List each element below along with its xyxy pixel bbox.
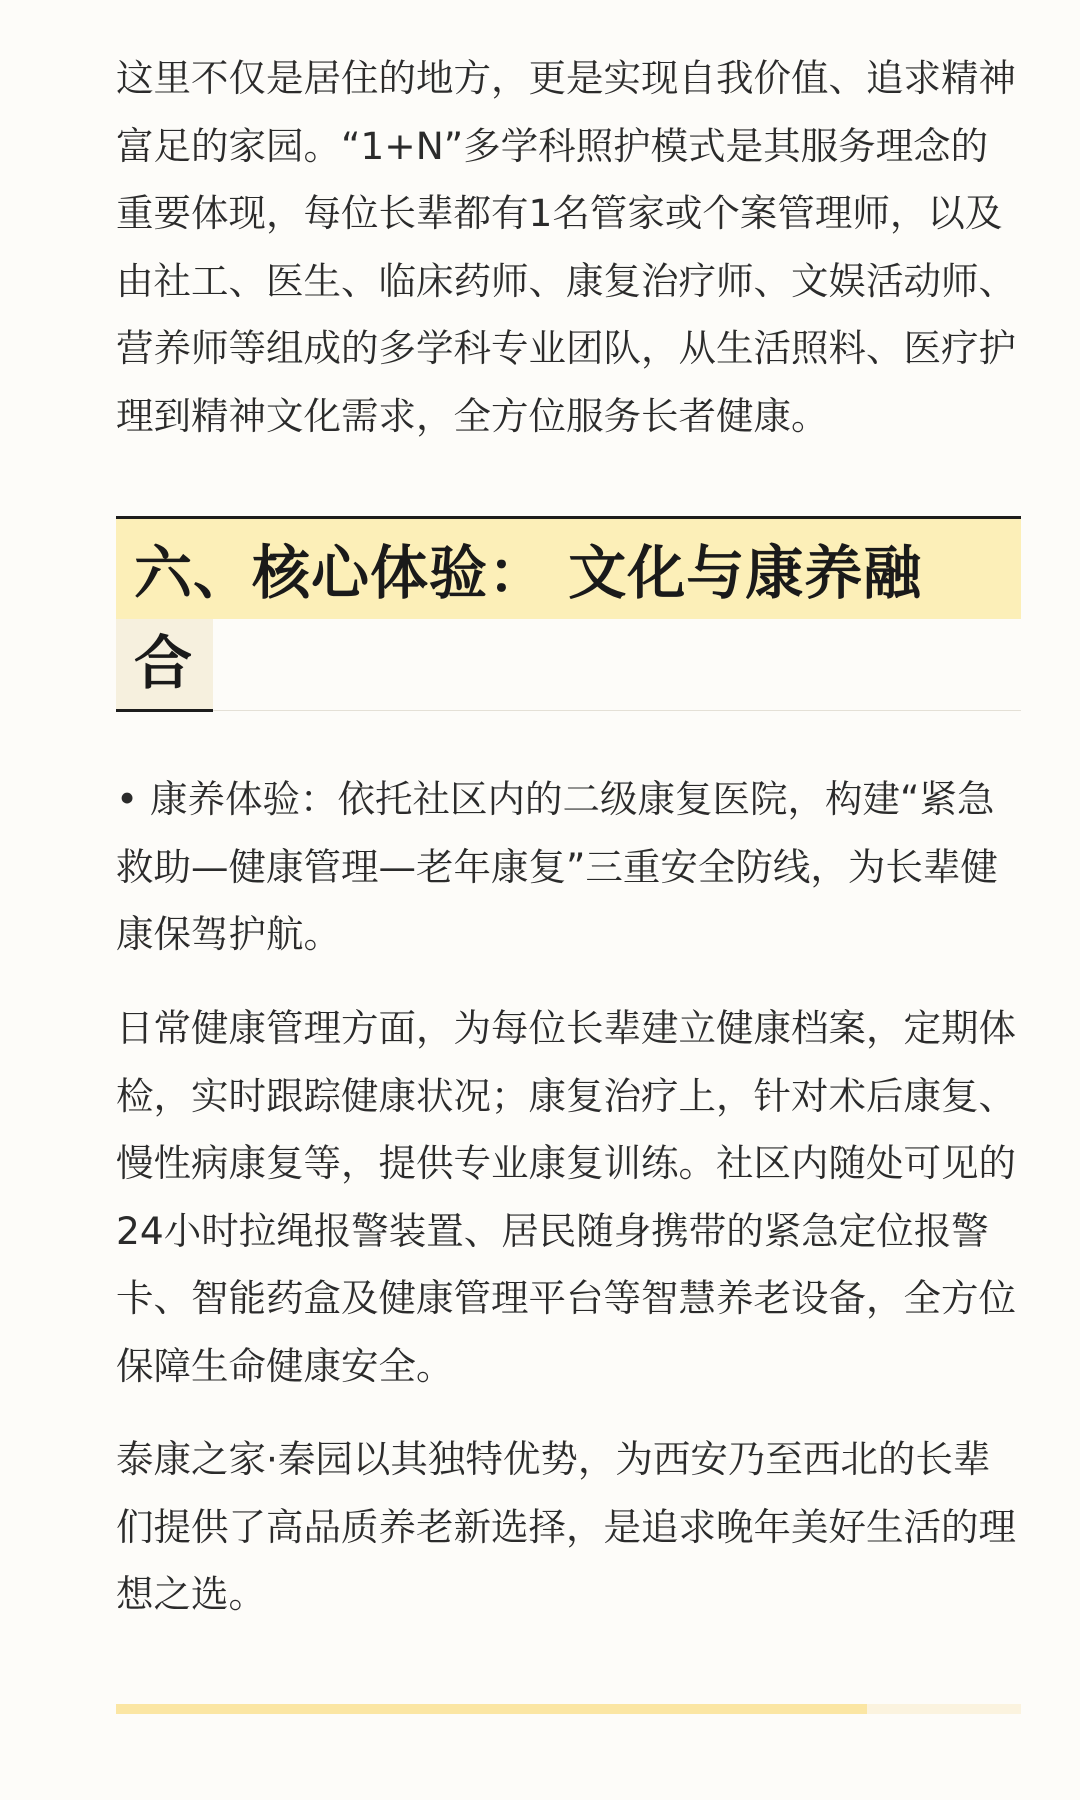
reading-progress-fill (116, 1704, 867, 1714)
heading-bottom-divider (213, 710, 1021, 711)
heading-bottom-rule (116, 709, 213, 712)
summary-paragraph: 泰康之家·秦园以其独特优势，为西安乃至西北的长辈们提供了高品质养老新选择，是追求晚年美好生活的理想之选。 (116, 1437, 1016, 1616)
section-heading: 六、核心体验： 文化与康养融合 (134, 539, 923, 697)
section-heading-block (116, 516, 1021, 716)
health-experience-paragraph: • 康养体验：依托社区内的二级康复医院，构建“紧急救助—健康管理—老年康复”三重安全防线，为长辈健康保驾护航。 (116, 777, 998, 956)
intro-paragraph: 这里不仅是居住的地方，更是实现自我价值、追求精神富足的家园。“1+N”多学科照护模式是其服务理念的重要体现，每位长辈都有1名管家或个案管理师，以及由社工、医生、临床药师、康复治疗师、文娱活动师、营养师等组成的多学科专业团队，从生活照料、医疗护理到精神文化需求，全方位服务长者健康。 (116, 56, 1016, 438)
daily-health-paragraph: 日常健康管理方面，为每位长辈建立健康档案，定期体检，实时跟踪健康状况；康复治疗上，针对术后康复、慢性病康复等，提供专业康复训练。社区内随处可见的24小时拉绳报警装置、居民随身携带的紧急定位报警卡、智能药盒及健康管理平台等智慧养老设备，全方位保障生命健康安全。 (116, 1006, 1016, 1388)
reading-progress-bar (116, 1704, 1021, 1714)
